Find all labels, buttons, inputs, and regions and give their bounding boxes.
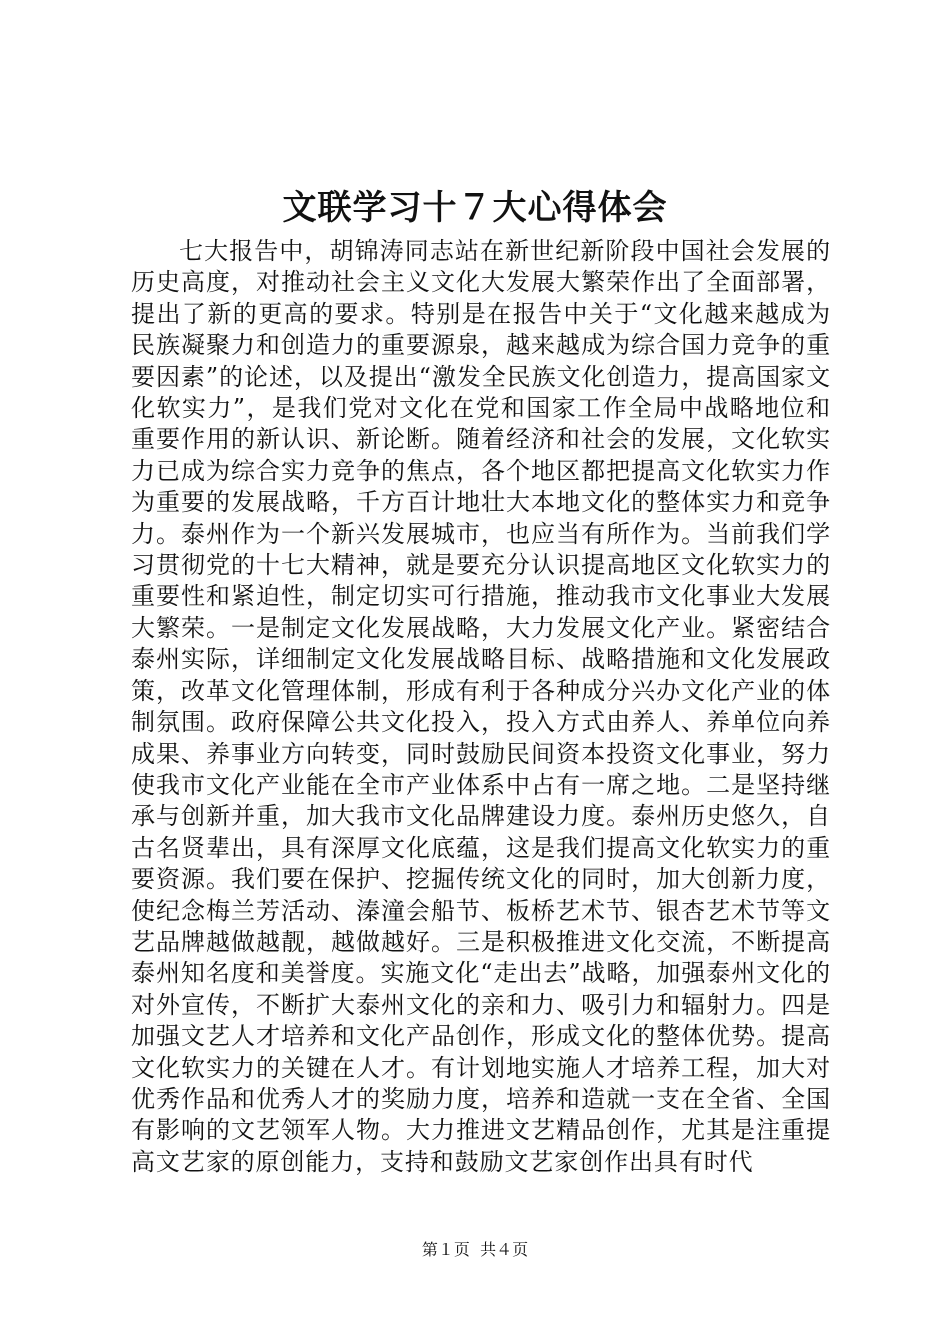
document-title: 文联学习十７大心得体会 (282, 188, 668, 228)
page-number-footer: 第１页 共４页 (421, 1240, 529, 1259)
body-paragraph: 七大报告中，胡锦涛同志站在新世纪新阶段中国社会发展的历史高度，对推动社会主义文化大发展大繁荣作出了全面部署，提出了新的更高的要求。特别是在报告中关于“文化越来越成为民族凝聚力和创造力的重要源泉，越来越成为综合国力竞争的重要因素”的论述，以及提出“激发全民族文化创造力，提高国家文化软实力”，是我们党对文化在党和国家工作全局中战略地位和重要作用的新认识、新论断。随着经济和社会的发展，文化软实力已成为综合实力竞争的焦点，各个地区都把提高文化软实力作为重要的发展战略，千方百计地壮大本地文化的整体实力和竞争力。泰州作为一个新兴发展城市，也应当有所作为。当前我们学习贯彻党的十七大精神，就是要充分认识提高地区文化软实力的重要性和紧迫性，制定切实可行措施，推动我市文化事业大发展大繁荣。一是制定文化发展战略，大力发展文化产业。紧密结合泰州实际，详细制定文化发展战略目标、战略措施和文化发展政策，改革文化管理体制，形成有利于各种成分兴办文化产业的体制氛围。政府保障公共文化投入，投入方式由养人、养单位向养成果、养事业方向转变，同时鼓励民间资本投资文化事业，努力使我市文化产业能在全市产业体系中占有一席之地。二是坚持继承与创新并重，加大我市文化品牌建设力度。泰州历史悠久，自古名贤辈出，具有深厚文化底蕴，这是我们提高文化软实力的重要资源。我们要在保护、挖掘传统文化的同时，加大创新力度，使纪念梅兰芳活动、溱潼会船节、板桥艺术节、银杏艺术节等文艺品牌越做越靓，越做越好。三是积极推进文化交流，不断提高泰州知名度和美誉度。实施文化“走出去”战略，加强泰州文化的对外宣传，不断扩大泰州文化的亲和力、吸引力和辐射力。四是加强文艺人才培养和文化产品创作，形成文化的整体优势。提高文化软实力的关键在人才。有计划地实施人才培养工程，加大对优秀作品和优秀人才的奖励力度，培养和造就一支在全省、全国有影响的文艺领军人物。大力推进文艺精品创作，尤其是注重提高文艺家的原创能力，支持和鼓励文艺家创作出具有时代 (131, 237, 831, 1176)
